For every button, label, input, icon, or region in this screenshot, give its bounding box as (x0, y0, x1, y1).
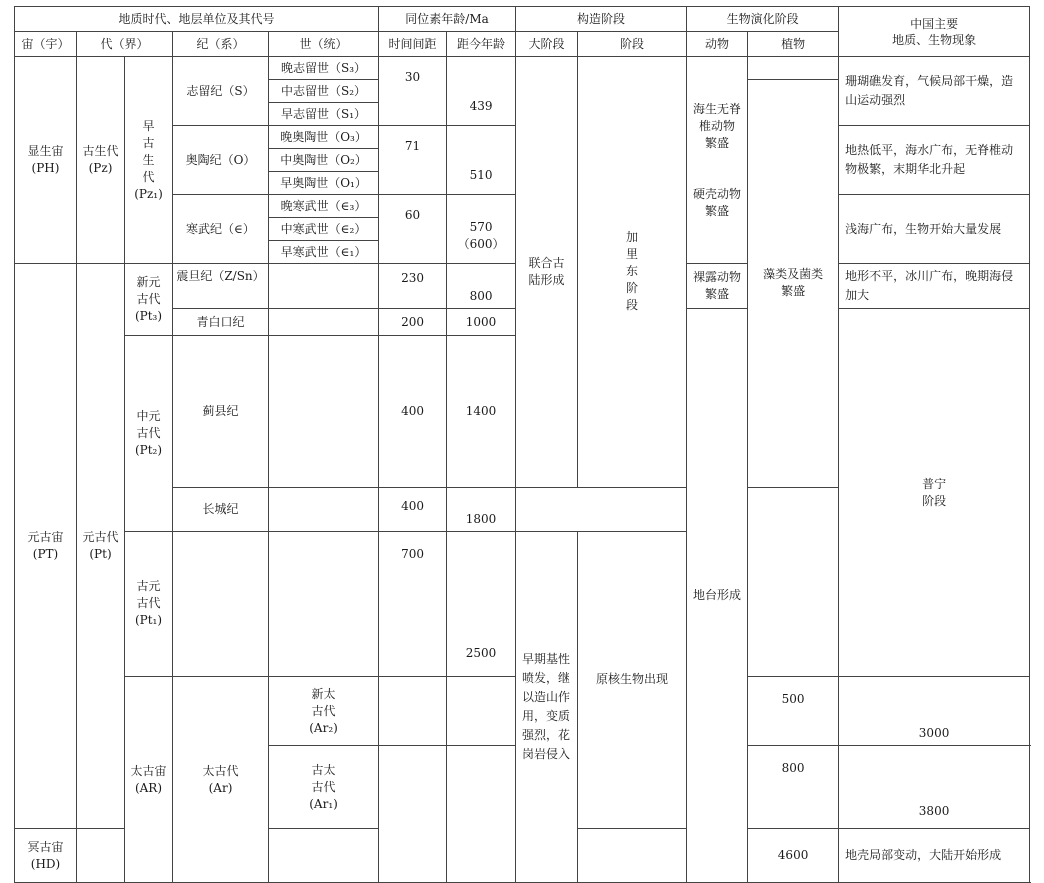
subera-pt3-l1: 新元 (136, 275, 161, 289)
age-ar2: 3000 (839, 677, 1030, 746)
epoch-o3: 晚奥陶世（O₃） (269, 126, 379, 149)
phenomena-cambrian: 浅海广布，生物开始大量发展 (839, 195, 1030, 264)
subera-pt2-l1: 中元 (136, 408, 161, 423)
animal-header: 动物 (687, 32, 748, 57)
animal2-l2: 繁盛 (705, 203, 730, 218)
subera-pz1-l4: 代 (142, 169, 155, 184)
period-header: 纪（系） (173, 32, 269, 57)
china-phenomena-header (839, 7, 1030, 57)
eon-header: 宙（宇） (15, 32, 77, 57)
era-pt-code: (Pt) (89, 547, 112, 562)
tectonic-group-header: 构造阶段 (516, 7, 687, 32)
interval-silurian: 30 (379, 57, 447, 126)
strat-group-header: 地质时代、地层单位及其代号 (15, 7, 379, 32)
plant-header: 植物 (748, 32, 839, 57)
subera-pt2 (125, 336, 173, 532)
geologic-time-table-container (14, 6, 1030, 883)
interval-header: 时间间距 (379, 32, 447, 57)
major-stage-header: 大阶段 (516, 32, 578, 57)
epoch-s3: 晚志留世（S₃） (269, 57, 379, 80)
period-jixian: 蓟县纪 (173, 336, 269, 488)
epoch-sinian-empty (269, 264, 379, 309)
plant-algae-fungi (748, 80, 839, 488)
period-ar1-empty (379, 746, 447, 883)
period-pt1-empty (173, 531, 269, 677)
era-header: 代（界） (77, 32, 173, 57)
subera-pt3-l2: 古代 (136, 292, 161, 306)
epoch-e3: 晚寒武世（∈₃） (269, 195, 379, 218)
age-header: 距今年龄 (447, 32, 516, 57)
epoch-e2: 中寒武世（∈₂） (269, 218, 379, 241)
phenomena-archean: 早期基性喷发，继以造山作用，变质强烈，花岗岩侵入 (516, 531, 578, 883)
era-hd-empty (77, 829, 125, 883)
subera-pz1-l2: 古 (142, 135, 155, 150)
interval-ordovician: 71 (379, 126, 447, 195)
eon-pt-name: 元古宙 (27, 530, 64, 545)
eon-ph-name: 显生宙 (27, 144, 64, 158)
eon-pt (15, 264, 77, 829)
epoch-ar2-empty (447, 677, 516, 746)
plant-prokaryotes: 原核生物出现 (578, 531, 687, 829)
epoch-o1: 早奥陶世（O₁） (269, 172, 379, 195)
eon-hd (15, 829, 77, 883)
stage-caledonian (578, 57, 687, 488)
animal2-l1: 硬壳动物 (693, 186, 742, 201)
subera-pz1-l5: (Pz₁) (134, 186, 163, 201)
era-pt-name: 元古代 (82, 530, 119, 545)
animal3-l2: 繁盛 (705, 287, 730, 301)
stage-caledonian-l3: 东 (626, 264, 639, 279)
age-pt1: 2500 (447, 531, 516, 677)
era-ar (173, 677, 269, 883)
animal3-l1: 裸露动物 (693, 270, 742, 284)
stage-caledonian-l4: 阶 (626, 281, 639, 296)
subera-ar2-l1: 新太 (311, 686, 336, 701)
china-header-line1: 中国主要 (910, 16, 959, 31)
eon-ph-code: (PH) (31, 161, 60, 175)
stage-puning-l2: 阶段 (922, 493, 947, 508)
eon-pt-code: (PT) (32, 547, 59, 562)
subera-pt2-l2: 古代 (136, 425, 161, 440)
bio-group-header: 生物演化阶段 (687, 7, 839, 32)
subera-ar1-l1: 古太 (311, 762, 336, 777)
era-ar-name: 太古代 (202, 763, 239, 778)
subera-ar1-l2: 古代 (311, 779, 336, 794)
period-changcheng: 长城纪 (173, 487, 269, 531)
interval-jixian: 400 (379, 336, 447, 488)
eon-hd-code: (HD) (30, 856, 61, 871)
eon-ar-code: (AR) (134, 780, 163, 795)
era-pz (77, 57, 125, 264)
plant-empty-top (748, 57, 839, 80)
era-ar-code: (Ar) (208, 780, 233, 795)
epoch-o2: 中奥陶世（O₂） (269, 149, 379, 172)
plant1-l2: 繁盛 (781, 284, 806, 299)
eon-hd-name: 冥古宙 (27, 839, 64, 854)
interval-ar1: 800 (748, 746, 839, 829)
eon-ph (15, 57, 77, 264)
epoch-changcheng-empty (269, 487, 379, 531)
animal1-l1: 海生无脊 (693, 101, 742, 116)
phenomena-hadean: 地壳局部变动，大陆开始形成 (839, 829, 1030, 883)
period-cambrian: 寒武纪（∈） (173, 195, 269, 264)
age-qingbaikou: 1000 (447, 309, 516, 336)
major-stage-1-l2: 陆形成 (528, 272, 565, 287)
interval-pt1: 700 (379, 531, 447, 677)
animal-naked (687, 264, 748, 309)
subera-pt3 (125, 264, 173, 336)
interval-hd-empty (578, 829, 687, 883)
animal1-l3: 繁盛 (705, 135, 730, 150)
epoch-ar1-empty (447, 746, 516, 883)
epoch-header: 世（统） (269, 32, 379, 57)
eon-ar-name: 太古宙 (130, 763, 167, 778)
period-sinian: 震旦纪（Z/Sn） (173, 264, 269, 309)
epoch-e1: 早寒武世（∈₁） (269, 241, 379, 264)
interval-ar2: 500 (748, 677, 839, 746)
age-cambrian: 570（600） (447, 195, 516, 264)
major-stage-1 (516, 57, 578, 488)
age-ordovician: 510 (447, 126, 516, 195)
period-ordovician: 奥陶纪（O） (173, 126, 269, 195)
stage-caledonian-l2: 里 (626, 247, 639, 262)
stage-puning (839, 309, 1030, 677)
age-ar1: 3800 (839, 746, 1030, 829)
period-ar2-empty (379, 677, 447, 746)
china-header-line2: 地质、生物现象 (892, 32, 977, 47)
subera-pt3-l3: (Pt₃) (134, 309, 163, 323)
phenomena-ordovician: 地热低平，海水广布，无脊椎动物极繁，末期华北升起 (839, 126, 1030, 195)
subera-hd-empty (269, 829, 379, 883)
age-silurian: 439 (447, 57, 516, 126)
age-jixian: 1400 (447, 336, 516, 488)
subera-ar2-l2: 古代 (311, 703, 336, 718)
subera-pt2-l3: (Pt₂) (134, 442, 163, 457)
subera-pz1 (125, 57, 173, 264)
stage-caledonian-l5: 段 (626, 298, 639, 313)
interval-changcheng: 400 (379, 487, 447, 531)
age-changcheng: 1800 (447, 487, 516, 531)
subera-pt1-l1: 古元 (136, 579, 161, 594)
animal-spacer (690, 152, 744, 186)
epoch-jixian-empty (269, 336, 379, 488)
animal-marine-invertebrates (687, 57, 748, 264)
subera-pz1-l1: 早 (142, 118, 155, 133)
subera-pt1-l2: 古代 (136, 596, 161, 611)
age-hd: 4600 (748, 829, 839, 883)
interval-cambrian: 60 (379, 195, 447, 264)
subera-ar2-l3: (Ar₂) (309, 720, 338, 735)
phenomena-sinian: 地形不平，冰川广布，晚期海侵加大 (839, 264, 1030, 309)
subera-pz1-l3: 生 (142, 152, 155, 167)
epoch-s1: 早志留世（S₁） (269, 103, 379, 126)
subera-pt1-l3: (Pt₁) (134, 613, 163, 628)
subera-ar1-l3: (Ar₁) (309, 796, 338, 811)
stage-caledonian-l1: 加 (626, 230, 639, 245)
period-qingbaikou: 青白口纪 (173, 309, 269, 336)
era-pz-name: 古生代 (82, 144, 119, 158)
major-stage-2: 地台形成 (687, 309, 748, 883)
era-pz-code: (Pz) (88, 161, 113, 175)
stage-puning-l1: 普宁 (922, 476, 947, 491)
period-silurian: 志留纪（S） (173, 57, 269, 126)
subera-ar2 (269, 677, 379, 746)
stage-header: 阶段 (578, 32, 687, 57)
eon-ar (125, 677, 173, 883)
age-group-header: 同位素年龄/Ma (379, 7, 516, 32)
era-pt (77, 264, 125, 829)
epoch-s2: 中志留世（S₂） (269, 80, 379, 103)
interval-qingbaikou: 200 (379, 309, 447, 336)
major-stage-1-l1: 联合古 (528, 255, 565, 270)
geologic-time-table (14, 6, 1030, 883)
plant1-l1: 藻类及菌类 (763, 267, 824, 282)
phenomena-silurian: 珊瑚礁发育，气候局部干燥，造山运动强烈 (839, 57, 1030, 126)
interval-sinian: 230 (379, 264, 447, 309)
animal1-l2: 椎动物 (699, 118, 736, 133)
subera-pt1 (125, 531, 173, 677)
age-sinian: 800 (447, 264, 516, 309)
epoch-qingbaikou-empty (269, 309, 379, 336)
epoch-pt1-empty (269, 531, 379, 677)
subera-ar1 (269, 746, 379, 829)
